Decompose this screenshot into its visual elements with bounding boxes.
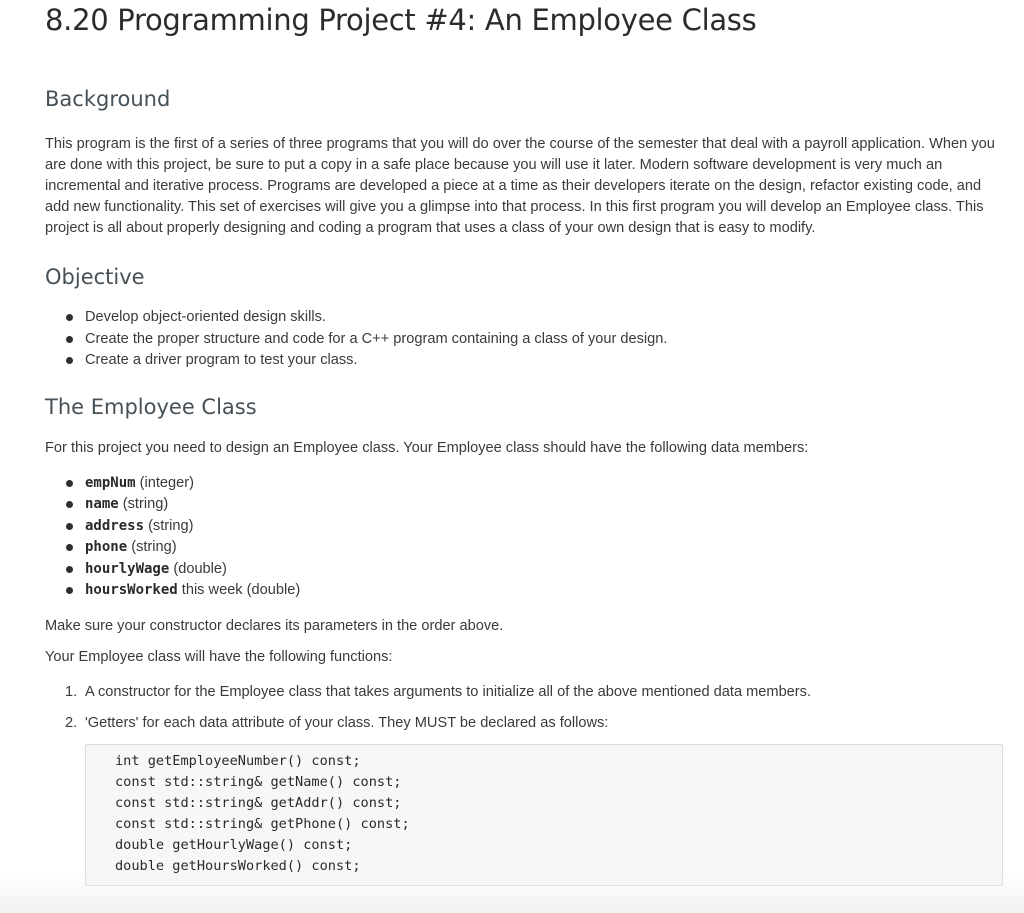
data-members-list: [45, 473, 1004, 602]
bullet-icon: [66, 523, 73, 530]
bullet-icon: [66, 336, 73, 343]
function-item-text: 'Getters' for each data attribute of your class. They MUST be declared as follows:: [85, 714, 609, 731]
bullet-icon: [66, 480, 73, 487]
member-name: hourlyWage: [85, 560, 170, 577]
member-desc: this week (double): [177, 582, 301, 598]
code-line: double getHoursWorked() const;: [115, 857, 361, 874]
list-item: [85, 494, 1004, 516]
code-block: [85, 744, 1003, 886]
member-name: phone: [85, 539, 128, 555]
list-item: [85, 516, 1004, 538]
code-line: const std::string& getName() const;: [115, 773, 402, 790]
list-item: [85, 307, 1004, 329]
objective-item-text: Develop object-oriented design skills.: [85, 309, 326, 325]
page-title: 8.20 Programming Project #4: An Employee Class: [45, 3, 757, 37]
member-name: empNum: [85, 474, 136, 491]
list-item: [65, 682, 1004, 703]
code-line: const std::string& getPhone() const;: [115, 815, 410, 832]
order-note: Make sure your constructor declares its parameters in the order above.: [45, 617, 504, 634]
objective-item-text: Create a driver program to test your class.: [85, 352, 358, 368]
list-item: [85, 580, 1004, 602]
code-line: double getHourlyWage() const;: [115, 836, 353, 853]
member-desc: (string): [118, 496, 169, 512]
list-item: [85, 537, 1004, 559]
bullet-icon: [66, 501, 73, 508]
function-item-text: A constructor for the Employee class that takes arguments to initialize all of the above mentioned data members.: [85, 683, 812, 700]
list-item: [85, 329, 1004, 351]
item-number: 1.: [65, 683, 78, 700]
bullet-icon: [66, 357, 73, 364]
list-item: [85, 473, 1004, 495]
member-name: hoursWorked: [85, 582, 178, 598]
functions-list: [45, 682, 1004, 734]
bullet-icon: [66, 314, 73, 321]
bullet-icon: [66, 544, 73, 551]
objective-heading: Objective: [45, 265, 145, 289]
list-item: [85, 350, 1004, 372]
employee-class-heading: The Employee Class: [45, 394, 257, 419]
background-paragraph: This program is the first of a series of three programs that you will do over the course of the semester that deal with a payroll application. When you are done with this project, be sure to put a copy in a safe place because you will use it later. Modern software development is very much an incremental and iterative process. Programs are developed a piece at a time as their developers iterate on the design, refactor existing code, and add new functionality. This set of exercises will give you a glimpse into that process. In this first program you will develop an Employee class. This project is all about properly designing and coding a program that uses a class of your own design that is easy to modify.: [45, 136, 995, 236]
list-item: [65, 713, 1004, 734]
list-item: [85, 559, 1004, 581]
item-number: 2.: [65, 714, 78, 731]
bullet-icon: [66, 566, 73, 573]
member-name: name: [85, 496, 119, 512]
background-heading: Background: [45, 87, 171, 111]
employee-class-intro: For this project you need to design an Employee class. Your Employee class should have the following data members:: [45, 439, 809, 456]
member-desc: (integer): [135, 474, 194, 491]
bullet-icon: [66, 587, 73, 594]
objective-list: [45, 307, 1004, 372]
code-line: const std::string& getAddr() const;: [115, 794, 402, 811]
member-desc: (string): [127, 539, 177, 555]
member-desc: (string): [144, 517, 194, 534]
member-name: address: [85, 517, 145, 534]
code-line: int getEmployeeNumber() const;: [115, 752, 361, 769]
functions-intro: Your Employee class will have the following functions:: [45, 648, 393, 665]
member-desc: (double): [169, 560, 227, 577]
objective-item-text: Create the proper structure and code for a C++ program containing a class of your design.: [85, 330, 668, 347]
